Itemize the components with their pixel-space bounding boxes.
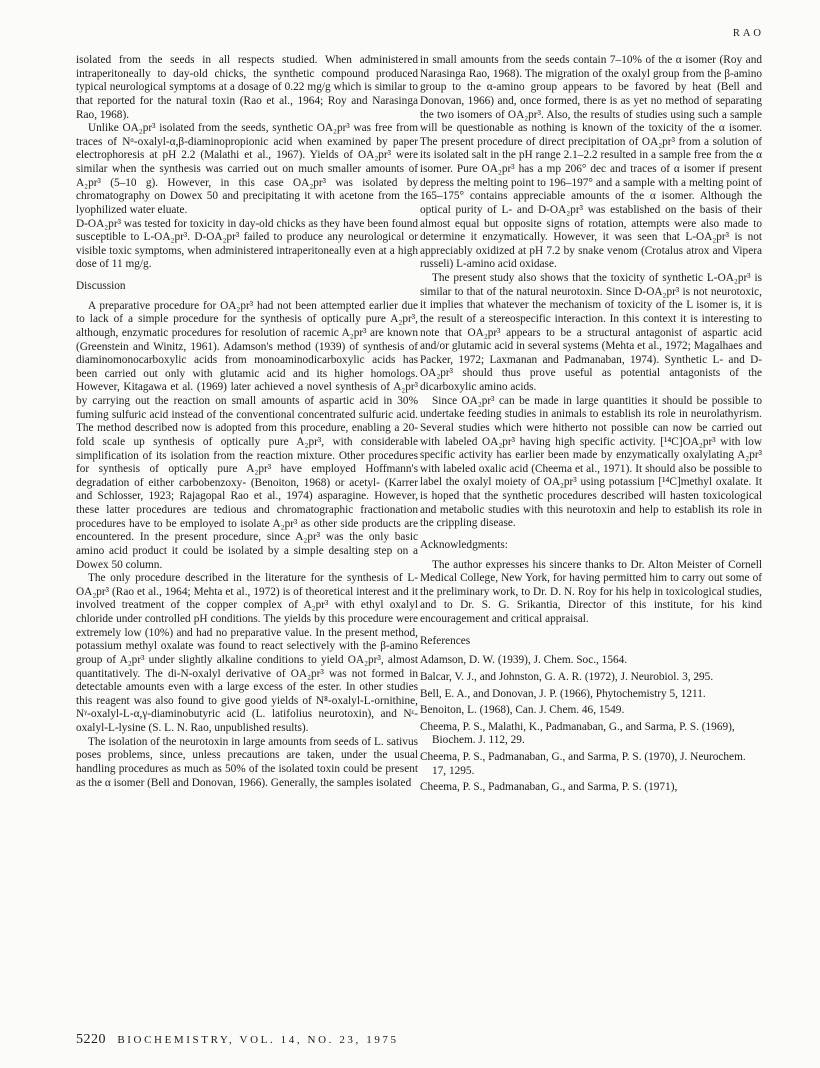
reference-item: Adamson, D. W. (1939), J. Chem. Soc., 1564. xyxy=(420,654,628,667)
paragraph: The isolation of the neurotoxin in large amounts from seeds of L. sativus poses problems, since, unless precautions are taken, under the usual handling procedures as much as 50% of the isolated toxin could be present as the α isomer (Bell and Donovan, 1966). Generally, the samples isolated xyxy=(76,735,418,789)
reference-list xyxy=(420,654,762,795)
paragraph: A preparative procedure for OA₂pr³ had not been attempted earlier due to lack of a simple procedure for the synthesis of optically pure A₂pr³, although, enzymatic procedures for resolution of racemic A₂pr³ are known (Greenstein and Winitz, 1961). Adamson's method (1939) of synthesis of diaminomonocarboxylic acids from monoaminodicarboxylic acids has been carried out only with glutamic acid and its higher homologs. However, Kitagawa et al. (1969) later achieved a novel synthesis of A₂pr³ by carrying out the reaction on small amounts of aspartic acid in 30% fuming sulfuric acid instead of the conventional concentrated sulfuric acid. The method described now is adopted from this procedure, enabling a 20-fold scale up synthesis of optically pure A₂pr³, with considerable simplification of its isolation from the reaction mixture. Other procedures for synthesis of optically pure A₂pr³ have employed Hoffmann's degradation of either carbobenzoxy- (Benoiton, 1968) or acetyl- (Karrer and Schlosser, 1923; Rajagopal Rao et al., 1974) asparagine. However, these latter procedures are tedious and chromatographic fractionation procedures have to be employed to isolate A₂pr³ as other side products are encountered. In the present procedure, since A₂pr³ was the only basic amino acid product it could be isolated by a simple desalting step on a Dowex 50 column. xyxy=(76,299,418,571)
section-heading-references: References xyxy=(420,634,471,647)
page-number: 5220 xyxy=(76,1032,106,1047)
paragraph: The only procedure described in the literature for the synthesis of L-OA₂pr³ (Rao et al., 1964; Mehta et al., 1972) is of theoretical interest and it involved treatment of the copper complex of A₂pr³ with ethyl oxalyl chloride under controlled pH conditions. The yields by this procedure were extremely low (10%) and had no preparative value. In the present method, potassium methyl oxalate was found to react selectively with the β-amino group of A₂pr³ under slightly alkaline conditions to yield OA₂pr³, almost quantitatively. The di-N-oxalyl derivative of OA₂pr³ was not formed in detectable amounts even with a large excess of the ester. In other studies this reagent was also found to give good yields of N⁸-oxalyl-L-ornithine, Nᵞ-oxalyl-L-α,γ-diaminobutyric acid (L. latifolius neurotoxin), and Nᵋ-oxalyl-L-lysine (S. L. N. Rao, unpublished results). xyxy=(76,572,418,734)
reference-item: Bell, E. A., and Donovan, J. P. (1966), Phytochemistry 5, 1211. xyxy=(420,687,706,700)
reference-item: Cheema, P. S., Padmanaban, G., and Sarma, P. S. (1971), xyxy=(420,781,678,794)
acknowledgments-text: The author expresses his sincere thanks to Dr. Alton Meister of Cornell Medical College, New York, for having permitted him to carry out some of the preliminary work, to Dr. D. N. Roy for his help in toxicological studies, and to Dr. S. G. Srikantia, Director of this institute, for his kind encouragement and critical appraisal. xyxy=(420,558,762,625)
reference-item: Benoiton, L. (1968), Can. J. Chem. 46, 1549. xyxy=(420,704,625,717)
page-footer xyxy=(76,1032,399,1048)
section-heading-acknowledgments: Acknowledgments: xyxy=(420,538,508,551)
journal-citation: BIOCHEMISTRY, VOL. 14, NO. 23, 1975 xyxy=(117,1034,399,1046)
running-header-author: RAO xyxy=(732,28,764,39)
paragraph: in small amounts from the seeds contain 7–10% of the α isomer (Roy and Narasinga Rao, 1968). The migration of the oxalyl group from the β-amino group to the α-amino group appears to be favored by heat (Bell and Donovan, 1966) and, once formed, there is as yet no method of separating the two isomers of OA₂pr³. Also, the results of studies using such a sample will be questionable as nothing is known of the toxicity of the α isomer. The present procedure of direct precipitation of OA₂pr³ from a solution of its isolated salt in the pH range 2.1–2.2 resulted in a sample free from the α isomer. Pure OA₂pr³ has a mp 206° dec and traces of α isomer if present depress the melting point to 196–197° and a sample with a melting point of 165–175° contains appreciable amounts of the α isomer. Although the optical purity of L- and D-OA₂pr³ was established on the basis of their almost equal but opposite signs of rotation, attempts were also made to determine it enzymatically. However, it was seen that L-OA₂pr³ is not appreciably oxidized at pH 7.2 by snake venom (Crotalus atrox and Vipera russeli) L-amino acid oxidase. xyxy=(420,54,762,271)
left-column xyxy=(76,54,418,790)
paragraph: isolated from the seeds in all respects studied. When administered intraperitoneally to day-old chicks, the synthetic compound produced typical neurological symptoms at a dosage of 0.22 mg/g which is similar to that reported for the natural toxin (Rao et al., 1964; Roy and Narasinga Rao, 1968). xyxy=(76,54,418,121)
reference-item: Balcar, V. J., and Johnston, G. A. R. (1972), J. Neurobiol. 3, 295. xyxy=(420,670,714,683)
paragraph: Unlike OA₂pr³ isolated from the seeds, synthetic OA₂pr³ was free from traces of Nᵅ-oxalyl-α,β-diaminopropionic acid when examined by paper electrophoresis at pH 2.2 (Malathi et al., 1967). Yields of OA₂pr³ were similar when the synthesis was carried out on much smaller amounts of A₂pr³ (5–10 g). However, in this case OA₂pr³ was isolated by chromatography on Dowex 50 and precipitating it with acetone from the lyophilized water eluate. xyxy=(76,122,418,216)
reference-item: Cheema, P. S., Malathi, K., Padmanaban, G., and Sarma, P. S. (1969), Biochem. J. 112, 29. xyxy=(420,720,735,747)
paragraph: Since OA₂pr³ can be made in large quantities it should be possible to undertake feeding studies in animals to establish its role in neurolathyrism. Several studies which were hitherto not possible can now be carried out with labeled OA₂pr³ having high specific activity. [¹⁴C]OA₂pr³ with low specific activity has earlier been made by enzymatically oxalylating A₂pr³ with labeled oxalic acid (Cheema et al., 1971). It should also be possible to label the oxalyl moiety of OA₂pr³ using potassium [¹⁴C]methyl oxalate. It is hoped that the synthetic procedures described will hasten toxicological and metabolic studies with this neurotoxin and help to establish its role in the crippling disease. xyxy=(420,394,762,530)
paragraph: D-OA₂pr³ was tested for toxicity in day-old chicks as they have been found susceptible to L-OA₂pr³. D-OA₂pr³ failed to produce any neurological or visible toxic symptoms, when administered intraperitoneally even at a high dose of 11 mg/g. xyxy=(76,217,418,271)
section-heading-discussion: Discussion xyxy=(76,280,126,292)
right-column xyxy=(420,54,762,798)
paragraph: The present study also shows that the toxicity of synthetic L-OA₂pr³ is similar to that of the natural neurotoxin. Since D-OA₂pr³ is not neurotoxic, it implies that whatever the mechanism of toxicity of the L isomer is, it is the result of a stereospecific interaction. In this context it is interesting to note that OA₂pr³ appears to be a structural antagonist of aspartic acid and/or glutamic acid in several systems (Mehta et al., 1972; Magalhaes and Packer, 1972; Laxmanan and Padmanaban, 1974). Synthetic L- and D-OA₂pr³ should thus prove useful as potential antagonists of the dicarboxylic amino acids. xyxy=(420,272,762,393)
reference-item: Cheema, P. S., Padmanaban, G., and Sarma, P. S. (1970), J. Neurochem. 17, 1295. xyxy=(420,751,746,777)
